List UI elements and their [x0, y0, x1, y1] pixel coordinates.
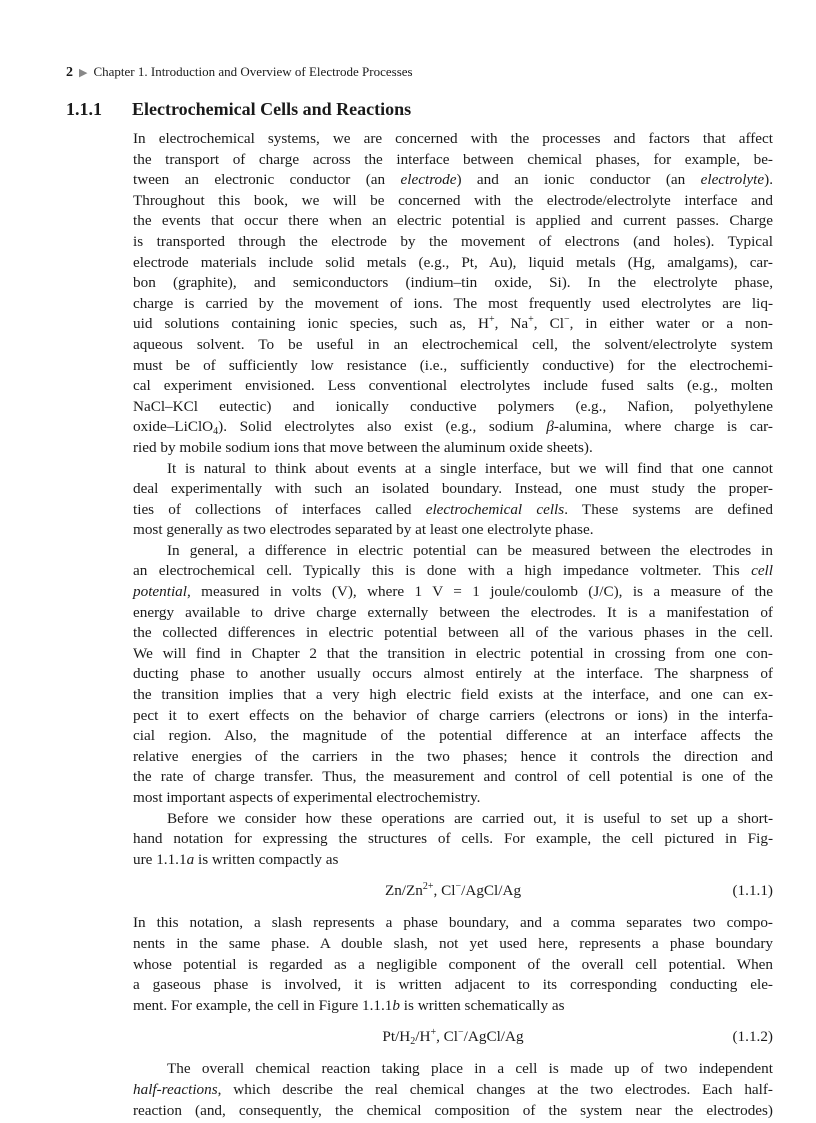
- text-line: aqueous solvent. To be useful in an electrochemical cell, the solvent/electrolyte system: [133, 335, 773, 353]
- section-heading: [66, 99, 778, 120]
- text-line: the events that occur there when an electric potential is applied and current passes. Charge: [133, 212, 773, 230]
- text-line: whose potential is regarded as a negligible component of the overall cell potential. When: [133, 955, 773, 973]
- text-line: is transported through the electrode by the movement of electrons (and holes). Typical: [133, 232, 773, 250]
- text-line: In general, a difference in electric potential can be measured between the electrodes in: [167, 541, 773, 559]
- text-line: potential, measured in volts (V), where 1 V = 1 joule/coulomb (J/C), is a measure of the: [133, 583, 773, 601]
- text-line: In electrochemical systems, we are concerned with the processes and factors that affect: [133, 130, 773, 147]
- text-line: an electrochemical cell. Typically this is done with a high impedance voltmeter. This cell: [133, 562, 773, 580]
- text-line: tween an electronic conductor (an electrode) and an ionic conductor (an electrolyte).: [133, 171, 773, 189]
- text-line: NaCl–KCl eutectic) and ionically conductive polymers (e.g., Nafion, polyethylene: [133, 397, 773, 415]
- text-line: ducting phase to another usually occurs almost entirely at the interface. The sharpness of: [133, 665, 773, 683]
- text-line: energy available to drive charge externally between the electrodes. It is a manifestation of: [133, 603, 773, 621]
- text-line: We will find in Chapter 2 that the transition in electric potential in crossing from one con-: [133, 644, 773, 662]
- text-line: pect it to exert effects on the behavior of charge carriers (electrons or ions) in the interfa-: [133, 706, 773, 724]
- text-line: half-reactions, which describe the real chemical changes at the two electrodes. Each half-: [133, 1080, 773, 1098]
- text-line: ties of collections of interfaces called electrochemical cells. These systems are defined: [133, 500, 773, 518]
- text-line: Before we consider how these operations are carried out, it is useful to set up a short-: [167, 809, 773, 827]
- text-line: deal experimentally with such an isolated boundary. Instead, one must study the proper-: [133, 480, 773, 498]
- page-number: 2: [66, 65, 73, 80]
- text-line: reaction (and, consequently, the chemical composition of the system near the electrodes): [133, 1101, 773, 1119]
- equation: [133, 878, 773, 904]
- text-line: the transition implies that a very high electric field exists at the interface, and one can ex-: [133, 686, 773, 704]
- text-line: the rate of charge transfer. Thus, the measurement and control of cell potential is one of the: [133, 768, 773, 786]
- text-line: the collected differences in electric potential between all of the various phases in the cell.: [133, 624, 773, 642]
- text-line: electrode materials include solid metals (e.g., Pt, Au), liquid metals (Hg, amalgams), car-: [133, 253, 773, 271]
- text-line: charge is carried by the movement of ions. The most frequently used electrolytes are liq-: [133, 294, 773, 312]
- text-line: In this notation, a slash represents a phase boundary, and a comma separates two compo-: [133, 914, 773, 932]
- text-line: oxide–LiClO$_4$). Solid electrolytes also exist (e.g., sodium β-alumina, where charge is car-: [133, 418, 773, 438]
- text-line: must be of sufficiently low resistance (i.e., sufficiently conductive) for the electrochemi-: [133, 356, 773, 374]
- text-line: a gaseous phase is involved, it is written adjacent to its corresponding conducting ele-: [133, 976, 773, 994]
- text-line: Throughout this book, we will be concerned with the electrode/electrolyte interface and: [133, 191, 773, 209]
- section-title: Electrochemical Cells and Reactions: [132, 99, 412, 119]
- text-line: cal experiment envisioned. Less conventional electrolytes include fused salts (e.g., molten: [133, 377, 773, 395]
- text-line: most generally as two electrodes separated by at least one electrolyte phase.: [133, 521, 594, 539]
- text-line: ried by mobile sodium ions that move between the aluminum oxide sheets).: [133, 438, 593, 456]
- body-text: [133, 129, 773, 1121]
- chapter-title: Chapter 1. Introduction and Overview of Electrode Processes: [93, 64, 413, 79]
- section-number: 1.1.1: [66, 99, 102, 119]
- text-line: ment. For example, the cell in Figure 1.1.1b is written schematically as: [133, 996, 565, 1014]
- text-line: It is natural to think about events at a single interface, but we will find that one cannot: [167, 459, 773, 477]
- text-line: ure 1.1.1a is written compactly as: [133, 850, 339, 868]
- text-line: uid solutions containing ionic species, such as, H+, Na+, Cl−, in either water or a non-: [133, 314, 773, 333]
- text-line: relative energies of the carriers in the two phases; hence it controls the direction and: [133, 747, 773, 765]
- equation: [133, 1024, 773, 1050]
- text-line: bon (graphite), and semiconductors (indium–tin oxide, Si). In the electrolyte phase,: [133, 274, 773, 292]
- text-line: the transport of charge across the interface between chemical phases, for example, be-: [133, 150, 773, 168]
- equation-expression: $Pt/H_2/H^+$, Cl−/AgCl/Ag: [382, 1027, 524, 1048]
- text-line: most important aspects of experimental electrochemistry.: [133, 789, 481, 806]
- running-head: [66, 64, 778, 81]
- equation-number: (1.1.1): [732, 882, 773, 900]
- text-line: The overall chemical reaction taking place in a cell is made up of two independent: [167, 1060, 773, 1078]
- equation-expression: $Zn/Zn^{2+}$, Cl−/AgCl/Ag: [384, 881, 522, 900]
- text-line: cial region. Also, the magnitude of the potential difference at an interface affects the: [133, 727, 773, 745]
- text-line: nents in the same phase. A double slash, not yet used here, represents a phase boundary: [133, 934, 773, 952]
- arrow-icon: ▶: [79, 67, 88, 79]
- equation-number: (1.1.2): [732, 1028, 773, 1046]
- text-line: hand notation for expressing the structures of cells. For example, the cell pictured in Fig-: [133, 830, 773, 848]
